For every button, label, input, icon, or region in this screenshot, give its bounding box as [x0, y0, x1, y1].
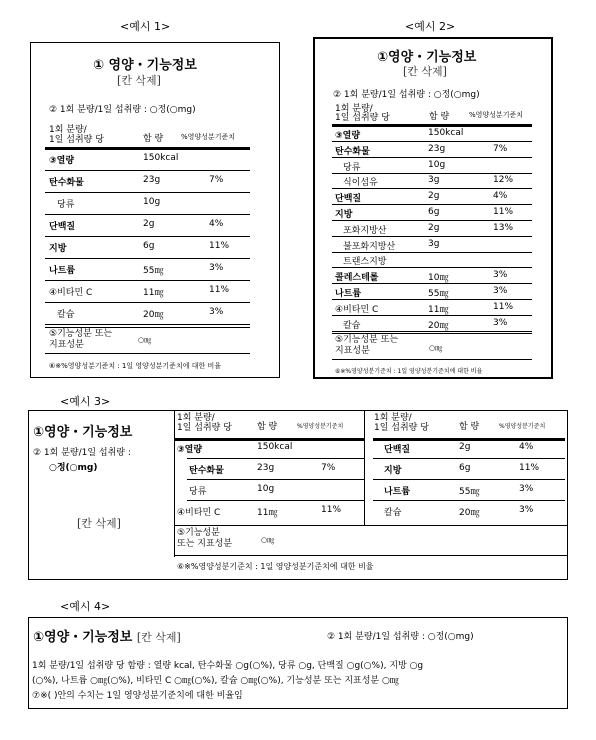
- ex1-row-6-amount: 11㎎: [143, 288, 164, 298]
- ex2-footnote: ⑥※%영양성분기준치 : 1일 영양성분기준치에 대한 비율: [335, 368, 483, 375]
- ex1-title: ① 영양・기능정보: [93, 58, 197, 73]
- ex3-right-row-2-pct: 3%: [519, 484, 534, 494]
- ex1-serving-line: ② 1회 분량/1일 섭취량 : ○정(○mg): [49, 105, 196, 115]
- ex2-row-4-pct: 4%: [493, 191, 508, 202]
- ex3-left-row-1-pct: 7%: [321, 463, 336, 473]
- ex1-row-7-amount: 20㎎: [143, 310, 164, 320]
- example-2-panel: [313, 37, 553, 379]
- ex2-func: ⑤기능성분 또는 지표성분: [335, 335, 399, 356]
- ex2-row-6-pct: 13%: [493, 222, 514, 233]
- example-3-panel: [28, 410, 568, 580]
- ex1-header-serving: 1회 분량/ 1일 섭취량 당: [49, 125, 104, 145]
- ex1-row-5-pct: 3%: [209, 263, 224, 273]
- ex3-header-amount-right: 함 량: [459, 422, 480, 432]
- ex2-header-pct: %영양성분기준치: [469, 111, 523, 119]
- ex2-row-1-amount: 23g: [428, 143, 446, 154]
- ex3-header-pct-right: %영양성분기준치: [499, 423, 546, 430]
- example-2-label: <예시 2>: [405, 20, 456, 33]
- ex2-row-9-amount: 10㎎: [428, 273, 449, 284]
- ex2-row-1-pct: 7%: [493, 143, 508, 154]
- ex3-left-row-0-amount: 150kcal: [257, 442, 293, 452]
- ex3-deleted-note: [칸 삭제]: [77, 517, 121, 530]
- ex1-func-mg: ○㎎: [138, 336, 152, 344]
- ex3-left-row-3-amount: 11㎎: [257, 508, 278, 518]
- example-4-label: <예시 4>: [60, 600, 111, 613]
- ex1-footnote: ⑥※%영양성분기준치 : 1일 영양성분기준치에 대한 비율: [49, 362, 221, 370]
- ex3-right-row-1-name: 지방: [384, 466, 402, 476]
- ex1-header-amount: 함 량: [143, 134, 164, 144]
- ex2-row-11-amount: 11㎎: [428, 304, 449, 315]
- ex2-serving-line: ② 1회 분량/1일 섭취량 : ○정(○mg): [333, 90, 480, 100]
- ex1-row-6-name: ④비타민 C: [49, 288, 93, 298]
- example-1-panel: [30, 42, 280, 378]
- example-4-panel: [28, 617, 568, 709]
- ex1-row-2-name: 당류: [57, 200, 75, 210]
- ex3-header-amount-left: 함 량: [257, 422, 278, 432]
- ex3-left-row-3-pct: 11%: [321, 505, 342, 515]
- ex3-right-row-2-amount: 55㎎: [459, 487, 480, 497]
- ex2-row-3-pct: 12%: [493, 175, 514, 186]
- ex3-func-mg: ○㎎: [261, 536, 275, 544]
- ex3-right-row-3-name: 칼슘: [384, 508, 402, 518]
- ex2-deleted-note: [칸 삭제]: [403, 65, 447, 78]
- ex2-row-2-name: 당류: [343, 162, 361, 173]
- ex2-row-10-name: 나트륨: [335, 289, 362, 299]
- ex1-row-5-name: 나트륨: [49, 266, 76, 276]
- ex2-row-5-amount: 6g: [428, 207, 440, 217]
- ex1-func: ⑤기능성분 또는 지표성분: [49, 329, 113, 350]
- ex3-header-pct-left: %영양성분기준치: [297, 423, 344, 430]
- ex3-left-row-2-amount: 10g: [257, 484, 275, 494]
- ex3-right-row-3-pct: 3%: [519, 505, 534, 515]
- ex2-row-8-name: 트랜스지방: [343, 257, 387, 268]
- ex2-row-3-name: 식이섬유: [343, 178, 378, 189]
- ex2-row-0-amount: 150kcal: [428, 128, 464, 138]
- ex1-row-0-amount: 150kcal: [143, 153, 179, 163]
- ex2-row-10-pct: 3%: [493, 286, 508, 296]
- ex2-row-9-name: 콜레스테롤: [335, 273, 379, 284]
- ex2-row-12-amount: 20㎎: [428, 320, 449, 331]
- ex3-left-row-1-name: 탄수화물: [189, 466, 224, 476]
- ex1-deleted-note: [칸 삭제]: [117, 74, 161, 87]
- ex3-footnote: ⑥※%영양성분기준치 : 1일 영양성분기준치에 대한 비율: [177, 562, 374, 571]
- ex2-row-4-amount: 2g: [428, 191, 440, 202]
- ex3-right-row-0-name: 단백질: [384, 445, 411, 455]
- ex2-row-6-name: 포화지방산: [343, 225, 387, 236]
- ex3-right-row-3-amount: 20㎎: [459, 508, 480, 518]
- ex2-row-5-name: 지방: [335, 210, 353, 220]
- ex2-row-6-amount: 2g: [428, 222, 440, 233]
- ex2-row-11-name: ④비타민 C: [335, 304, 379, 315]
- ex1-header-pct: %영양성분기준치: [181, 133, 235, 141]
- ex1-row-3-name: 단백질: [49, 222, 76, 232]
- ex4-line-1: 1회 분량/1일 섭취량 당 함량 : 열량 kcal, 탄수화물 ○g(○%), 당류 ○g, 단백질 ○g(○%), 지방 ○g: [32, 661, 424, 671]
- ex3-right-row-1-pct: 11%: [519, 463, 540, 473]
- ex2-row-10-amount: 55㎎: [428, 289, 449, 299]
- ex2-header-amount: 함 량: [429, 112, 450, 122]
- ex3-serving-1: ② 1회 분량/1일 섭취량 :: [33, 448, 131, 458]
- example-1-label: <예시 1>: [120, 20, 171, 33]
- ex1-row-5-amount: 55㎎: [143, 266, 164, 276]
- ex3-left-row-3-name: ④비타민 C: [177, 508, 221, 518]
- ex1-row-7-pct: 3%: [209, 307, 224, 317]
- ex1-row-3-pct: 4%: [209, 219, 224, 229]
- ex1-row-1-amount: 23g: [143, 175, 161, 185]
- ex3-right-row-1-amount: 6g: [459, 463, 471, 473]
- ex4-title: ①영양・기능정보 [칸 삭제]: [33, 630, 181, 645]
- ex3-right-row-0-amount: 2g: [459, 442, 471, 452]
- ex1-row-0-name: ③열량: [49, 156, 75, 166]
- ex3-left-row-2-name: 당류: [189, 487, 207, 497]
- ex2-row-4-name: 단백질: [335, 194, 362, 205]
- ex1-row-4-amount: 6g: [143, 241, 155, 251]
- ex1-row-2-amount: 10g: [143, 197, 161, 207]
- ex2-row-3-amount: 3g: [428, 175, 440, 186]
- ex2-row-12-pct: 3%: [493, 317, 508, 328]
- ex3-header-serving-left: 1회 분량/ 1일 섭취량 당: [177, 413, 232, 433]
- ex2-func-mg: ○㎎: [429, 344, 443, 352]
- ex2-row-7-amount: 3g: [428, 238, 440, 249]
- ex3-left-row-0-name: ③열량: [177, 445, 203, 455]
- example-3-label: <예시 3>: [60, 395, 111, 408]
- ex2-row-5-pct: 11%: [493, 207, 514, 217]
- ex1-row-7-name: 칼슘: [57, 310, 75, 320]
- ex3-func: ⑤기능성분 또는 지표성분: [177, 528, 233, 549]
- ex2-row-2-amount: 10g: [428, 159, 446, 170]
- ex3-header-serving-right: 1회 분량/ 1일 섭취량 당: [374, 413, 429, 433]
- ex1-row-6-pct: 11%: [209, 285, 230, 295]
- ex2-row-7-name: 불포화지방산: [343, 241, 396, 252]
- ex2-row-9-pct: 3%: [493, 270, 508, 281]
- ex1-row-1-pct: 7%: [209, 175, 224, 185]
- ex2-row-0-name: ③열량: [335, 131, 361, 141]
- ex3-right-row-2-name: 나트륨: [384, 487, 411, 497]
- ex1-row-1-name: 탄수화물: [49, 178, 84, 188]
- ex2-row-1-name: 탄수화물: [335, 146, 370, 157]
- ex2-title: ①영양・기능정보: [377, 50, 477, 65]
- ex2-row-11-pct: 11%: [493, 301, 514, 312]
- ex3-right-row-0-pct: 4%: [519, 442, 534, 452]
- ex4-serving: ② 1회 분량/1일 섭취량 : ○정(○mg): [327, 632, 474, 642]
- ex1-row-4-pct: 11%: [209, 241, 230, 251]
- ex1-row-3-amount: 2g: [143, 219, 155, 229]
- ex4-line-2: (○%), 나트륨 ○㎎(○%), 비타민 C ○㎎(○%), 칼슘 ○㎎(○%), 기능성분 또는 지표성분 ○㎎: [32, 676, 399, 686]
- ex1-row-4-name: 지방: [49, 244, 67, 254]
- ex4-line-3: ⑦※( )안의 수치는 1일 영양성분기준치에 대한 비율임: [32, 691, 243, 701]
- ex3-left-row-1-amount: 23g: [257, 463, 275, 473]
- ex2-row-12-name: 칼슘: [343, 320, 361, 331]
- ex2-header-serving: 1회 분량/ 1일 섭취량 당: [335, 104, 390, 123]
- ex3-serving-2: ○정(○mg): [49, 463, 98, 473]
- ex3-title: ①영양・기능정보: [33, 425, 133, 440]
